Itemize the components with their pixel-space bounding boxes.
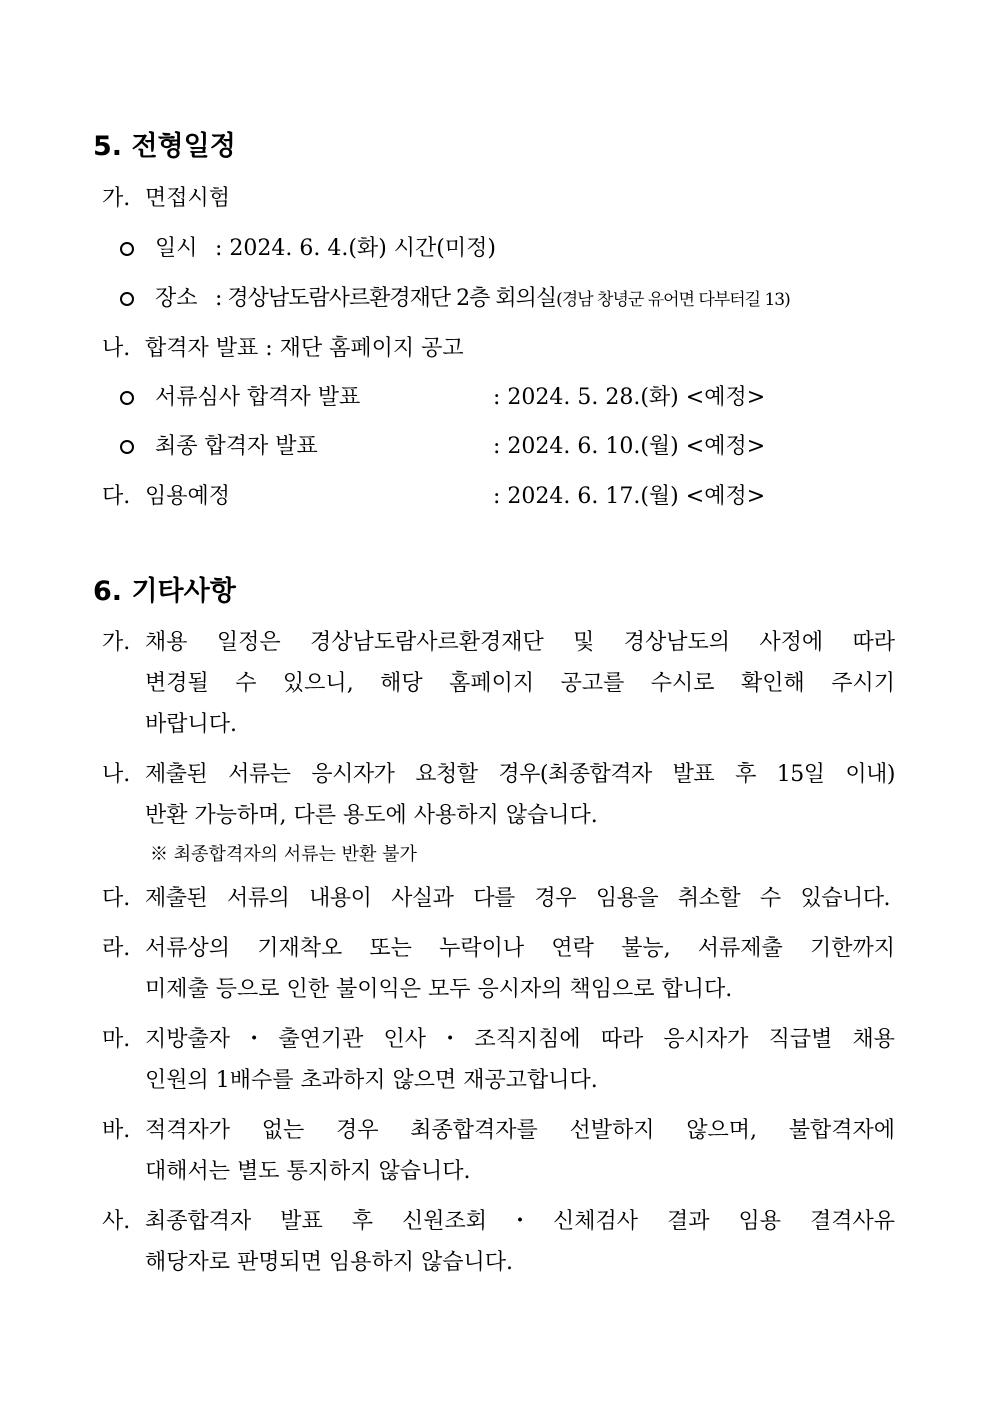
- notice-line: 제출된 서류는 응시자가 요청할 경우(최종합격자 발표 후 15일 이내): [145, 762, 895, 787]
- item-marker: 다.: [102, 886, 131, 911]
- appointment-heading: 임용예정: [145, 484, 231, 509]
- interview-place-value: [215, 284, 790, 315]
- item-marker: 나.: [102, 336, 131, 361]
- notice-line: 변경될 수 있으니, 해당 홈페이지 공고를 수시로 확인해 주시기: [145, 671, 895, 696]
- notice-line: 서류상의 기재착오 또는 누락이나 연락 불능, 서류제출 기한까지: [145, 936, 895, 961]
- notice-line: 미제출 등으로 인한 불이익은 모두 응시자의 책임으로 합니다.: [145, 977, 733, 1002]
- interview-place-address: (경남 창녕군 유어면 다부터길 13): [556, 290, 790, 310]
- interview-place-label: 장소: [155, 286, 198, 311]
- item-marker: 라.: [102, 936, 131, 961]
- final-result-label: 최종 합격자 발표: [155, 434, 318, 459]
- notice-line: 적격자가 없는 경우 최종합격자를 선발하지 않으며, 불합격자에: [145, 1118, 895, 1143]
- notice-line: 해당자로 판명되면 임용하지 않습니다.: [145, 1250, 514, 1275]
- item-marker: 다.: [102, 484, 131, 509]
- notice-line: 대해서는 별도 통지하지 않습니다.: [145, 1159, 471, 1184]
- note-text: ※ 최종합격자의 서류는 반환 불가: [150, 844, 417, 865]
- notice-line: 채용 일정은 경상남도람사르환경재단 및 경상남도의 사정에 따라: [145, 630, 895, 655]
- circle-bullet-icon: [120, 242, 134, 256]
- item-marker: 마.: [102, 1027, 131, 1052]
- notice-line: 반환 가능하며, 다른 용도에 사용하지 않습니다.: [145, 803, 598, 828]
- interview-date-label: 일시: [155, 236, 198, 261]
- item-marker: 나.: [102, 762, 131, 787]
- circle-bullet-icon: [120, 292, 134, 306]
- section-title-schedule: 5. 전형일정: [93, 131, 236, 162]
- notice-line: 지방출자・출연기관 인사・조직지침에 따라 응시자가 직급별 채용: [145, 1027, 895, 1052]
- notice-line: 최종합격자 발표 후 신원조회・신체검사 결과 임용 결격사유: [145, 1209, 895, 1234]
- appointment-date: : 2024. 6. 17.(월) <예정>: [493, 484, 766, 509]
- interview-date-value: : 2024. 6. 4.(화) 시간(미정): [215, 236, 496, 261]
- document-review-label: 서류심사 합격자 발표: [155, 385, 361, 410]
- final-result-date: : 2024. 6. 10.(월) <예정>: [493, 434, 766, 459]
- interview-place-main: : 경상남도람사르환경재단 2층 회의실: [215, 286, 557, 311]
- circle-bullet-icon: [120, 391, 134, 405]
- item-marker: 가.: [102, 630, 131, 655]
- circle-bullet-icon: [120, 440, 134, 454]
- section-title-other: 6. 기타사항: [93, 576, 236, 607]
- item-marker: 가.: [102, 186, 131, 211]
- notice-line: 바랍니다.: [145, 712, 238, 737]
- notice-line: 제출된 서류의 내용이 사실과 다를 경우 임용을 취소할 수 있습니다.: [145, 886, 890, 911]
- notice-line: 인원의 1배수를 초과하지 않으면 재공고합니다.: [145, 1068, 598, 1093]
- interview-heading: 면접시험: [145, 186, 231, 211]
- announcement-heading: 합격자 발표 : 재단 홈페이지 공고: [145, 336, 464, 361]
- document-review-date: : 2024. 5. 28.(화) <예정>: [493, 385, 766, 410]
- item-marker: 사.: [102, 1209, 131, 1234]
- item-marker: 바.: [102, 1118, 131, 1143]
